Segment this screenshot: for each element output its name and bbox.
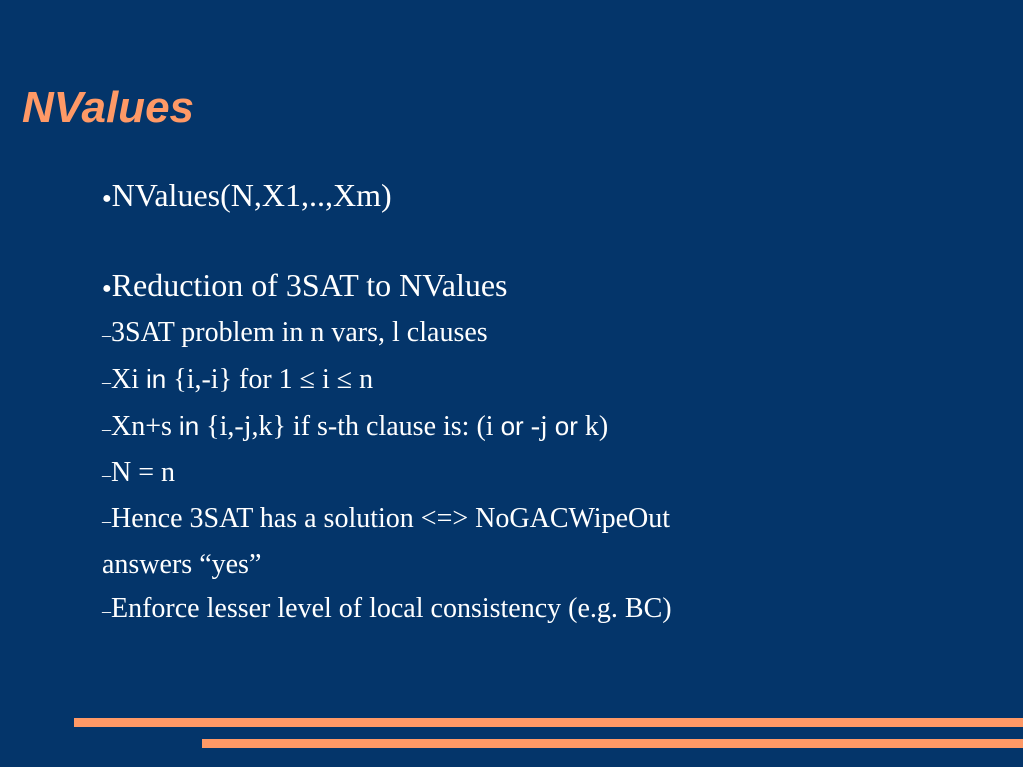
sub-item-xi-domain	[102, 357, 982, 404]
keyword-in: in	[146, 364, 167, 394]
sub-item-hence	[102, 497, 982, 543]
slide-title: NValues	[22, 83, 195, 132]
keyword-or: or	[554, 411, 578, 441]
bullet-text: Reduction of 3SAT to NValues	[111, 267, 508, 303]
bullet-text: NValues(N,X1,..,Xm)	[111, 177, 392, 213]
sub-item-text: {i,-i} for 1 ≤ i ≤ n	[166, 364, 374, 395]
dash-icon: –	[102, 325, 111, 345]
bullet-item-nvalues-signature	[102, 175, 982, 219]
sub-item-text: Xi	[111, 364, 146, 395]
bullet-item-reduction	[102, 265, 982, 309]
keyword-or: or	[500, 411, 524, 441]
bullet-dot-icon: ●	[102, 280, 112, 297]
sub-item-text: Enforce lesser level of local consistency (e.g. BC)	[111, 593, 672, 624]
dash-icon: –	[102, 372, 111, 392]
bullet-dot-icon: ●	[102, 190, 112, 207]
sub-item-text: answers “yes”	[102, 549, 262, 580]
sub-item-text: k)	[577, 411, 609, 442]
sub-item-text: N = n	[111, 457, 176, 488]
sub-item-hence-continuation	[102, 543, 982, 587]
sub-item-xns-domain	[102, 404, 982, 451]
dash-icon: –	[102, 465, 111, 485]
sub-item-enforce	[102, 587, 982, 633]
dash-icon: –	[102, 601, 111, 621]
sub-item-n-equals	[102, 451, 982, 497]
sub-item-text: -j	[523, 411, 555, 442]
dash-icon: –	[102, 511, 111, 531]
accent-bar-lower	[202, 739, 1023, 748]
slide-content	[102, 175, 982, 633]
dash-icon: –	[102, 419, 111, 439]
sub-item-text: {i,-j,k} if s-th clause is: (i	[199, 411, 501, 442]
keyword-in: in	[178, 411, 200, 441]
sub-item-text: 3SAT problem in n vars, l clauses	[111, 317, 488, 348]
sub-item-text: Hence 3SAT has a solution <=> NoGACWipeOut	[111, 503, 671, 534]
sub-item-text: Xn+s	[111, 411, 179, 442]
sub-item-3sat-problem	[102, 311, 982, 357]
accent-bar-upper	[74, 718, 1023, 727]
